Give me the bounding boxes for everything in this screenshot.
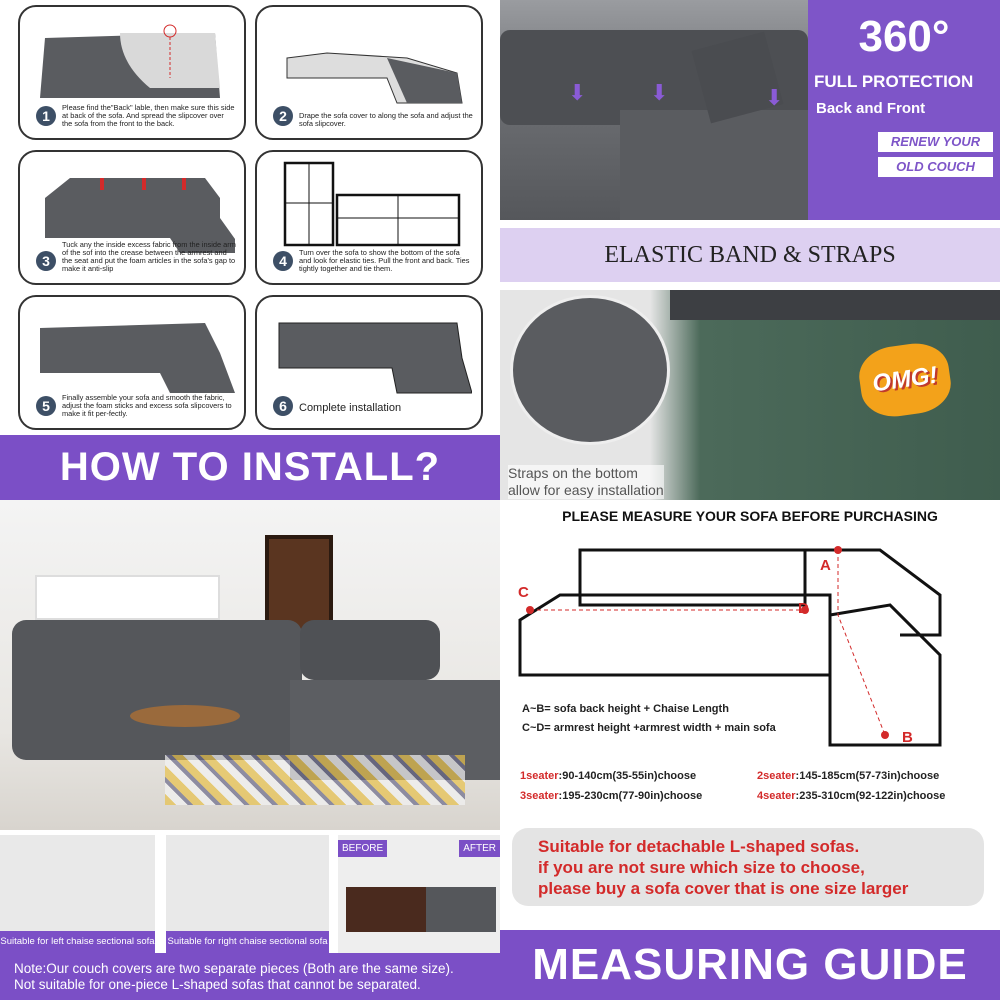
arrow-down-icon: ⬇: [650, 80, 669, 105]
size-3seater: 3seater:195-230cm(77-90in)choose: [520, 790, 703, 802]
size-2seater: 2seater:145-185cm(57-73in)choose: [757, 770, 940, 782]
measure-title: PLEASE MEASURE YOUR SOFA BEFORE PURCHASING: [562, 508, 938, 524]
point-a-label: A: [820, 557, 831, 574]
sofa-illustration: [30, 158, 235, 253]
right-chaise-panel: Suitable for right chaise sectional sofa: [166, 835, 329, 953]
point-d-label: D: [798, 600, 809, 617]
coffee-table: [130, 705, 240, 727]
straps-photo: [500, 290, 1000, 500]
formula-cd: C~D= armrest height +armrest width + main sofa: [522, 722, 776, 734]
sofa-illustration: [267, 303, 472, 398]
size-1seater: 1seater:90-140cm(35-55in)choose: [520, 770, 697, 782]
size-4seater: 4seater:235-310cm(92-122in)choose: [757, 790, 946, 802]
size-notice: Suitable for detachable L-shaped sofas. if you are not sure which size to choose, please buy a sofa cover that is one size larger: [512, 828, 984, 906]
arrow-down-icon: ⬇: [765, 85, 784, 110]
how-to-install-banner: HOW TO INSTALL?: [0, 435, 500, 500]
sofa-illustration: [30, 303, 235, 398]
omg-burst: OMG!: [856, 339, 955, 421]
before-after-panel: BEFORE AFTER: [338, 835, 500, 953]
strap-closeup: [510, 295, 670, 445]
step-1: 1 Please find the"Back" lable, then make sure this side at back of the sofa. And spread the slipcover over the sofa from the front to the back.: [18, 5, 246, 140]
point-c-label: C: [518, 584, 529, 601]
living-room-photo: [0, 500, 500, 830]
step-5: 5 Finally assemble your sofa and smooth the fabric, adjust the foam sticks and excess sofa slipcovers to make it fit per-fectly.: [18, 295, 246, 430]
step-3: 3 Tuck any the inside excess fabric from the inside arm of the sof into the crease between the armrest and the seat and put the foam articles in the sofa's gap to make it anti-slip: [18, 150, 246, 285]
elastic-title: ELASTIC BAND & STRAPS: [500, 228, 1000, 282]
protection-panel: 360° FULL PROTECTION Back and Front RENEW YOUR OLD COUCH: [808, 0, 1000, 220]
step-4: 4 Turn over the sofa to show the bottom of the sofa and look for elastic ties. Pull the front and back. Ties tightly together and tie them.: [255, 150, 483, 285]
formula-ab: A~B= sofa back height + Chaise Length: [522, 703, 729, 715]
sofa-main: [12, 620, 302, 760]
straps-caption: Straps on the bottom allow for easy installation: [508, 465, 664, 498]
sofa-photo: [500, 0, 808, 220]
measuring-guide-banner: MEASURING GUIDE: [500, 930, 1000, 1000]
arrow-down-icon: ⬇: [568, 80, 587, 105]
ties-illustration: [267, 158, 472, 253]
step-6: 6 Complete installation: [255, 295, 483, 430]
point-b-label: B: [902, 729, 913, 746]
separate-pieces-note: Note:Our couch covers are two separate pieces (Both are the same size). Not suitable for one-piece L-shaped sofas that cannot be separated.: [0, 953, 500, 1000]
bookshelf: [35, 575, 220, 620]
step-2: 2 Drape the sofa cover to along the sofa and adjust the sofa slipcover.: [255, 5, 483, 140]
sofa-illustration: [30, 13, 235, 103]
left-chaise-panel: Suitable for left chaise sectional sofa: [0, 835, 155, 953]
rug: [165, 755, 465, 805]
sofa-illustration: [267, 13, 472, 108]
